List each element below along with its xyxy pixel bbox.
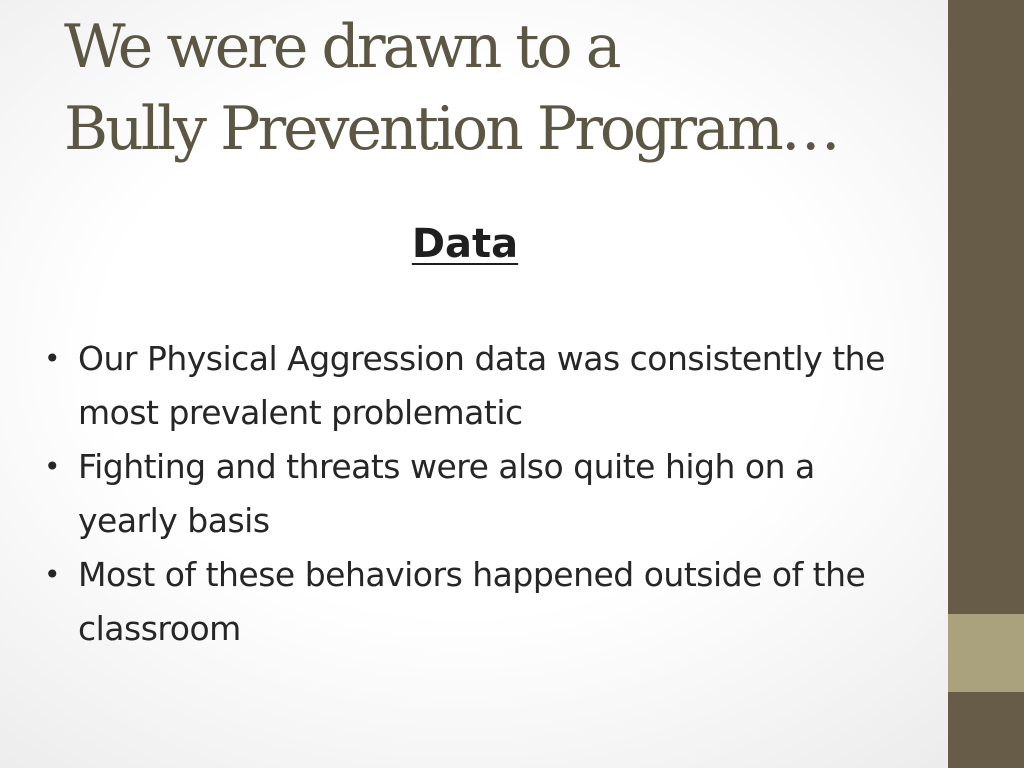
bullet-text: Fighting and threats were also quite high on a yearly basis <box>78 447 815 540</box>
section-heading: Data <box>411 221 519 267</box>
slide-title-line-2: Bully Prevention Program… <box>64 94 838 164</box>
bullet-text: Our Physical Aggression data was consistently the most prevalent problematic <box>78 339 885 432</box>
bullet-item <box>44 548 904 656</box>
bullet-icon: • <box>44 342 61 375</box>
slide-title-line-1: We were drawn to a <box>64 12 619 82</box>
bullet-icon: • <box>44 558 61 591</box>
bullet-text: Most of these behaviors happened outside of the classroom <box>78 555 866 648</box>
bullet-list <box>44 332 904 656</box>
bullet-item <box>44 332 904 440</box>
bullet-icon: • <box>44 450 61 483</box>
sidebar-accent-block <box>948 614 1024 692</box>
bullet-item <box>44 440 904 548</box>
slide-title <box>64 6 924 170</box>
